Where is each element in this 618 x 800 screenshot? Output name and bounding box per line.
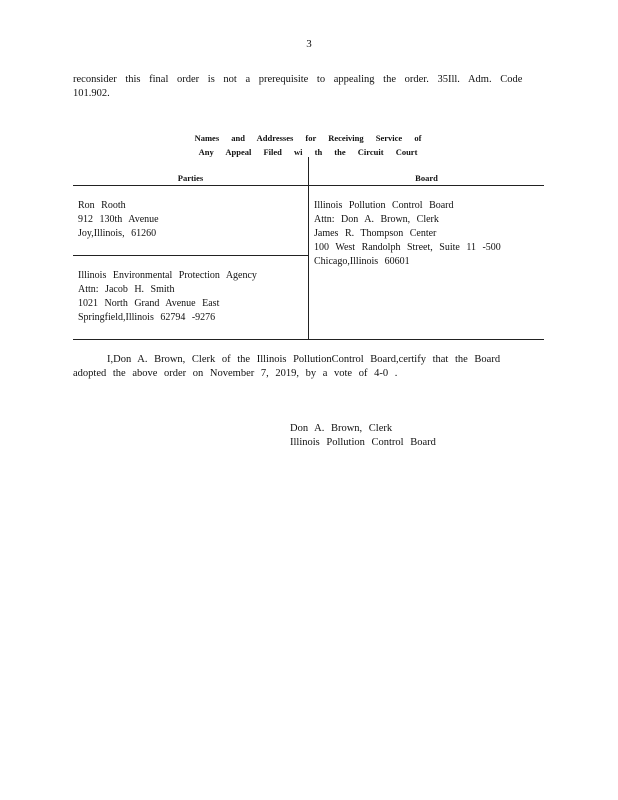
certification-line-2: adopted the above order on November 7, 2019, by a vote of 4-0 . bbox=[73, 368, 398, 379]
address-line: Attn: Don A. Brown, Clerk bbox=[314, 214, 439, 225]
signature-block bbox=[290, 422, 436, 450]
address-line: 100 West Randolph Street, Suite 11 -500 bbox=[314, 242, 501, 253]
intro-paragraph bbox=[73, 73, 543, 101]
address-line: Springfield,Illinois 62794 -9276 bbox=[78, 312, 216, 323]
address-line: Attn: Jacob H. Smith bbox=[78, 284, 175, 295]
certification-line-1 bbox=[73, 353, 543, 367]
address-line: Illinois Environmental Protection Agency bbox=[78, 270, 257, 281]
address-line: 1021 North Grand Avenue East bbox=[78, 298, 220, 309]
address-line: Illinois Pollution Control Board bbox=[314, 200, 454, 211]
board-column-header: Board bbox=[415, 173, 438, 183]
board-address bbox=[314, 199, 501, 269]
certification-line-1-text: I,Don A. Brown, Clerk of the Illinois PollutionControl Board,certify that the Board bbox=[107, 354, 501, 365]
intro-line-2: 101.902. bbox=[73, 88, 110, 99]
service-heading bbox=[73, 131, 543, 159]
service-heading-line-1: Names and Addresses for Receiving Service of bbox=[194, 133, 422, 143]
party-rooth-address bbox=[78, 199, 159, 241]
party-iepa-address bbox=[78, 269, 257, 325]
parties-row-divider bbox=[73, 255, 308, 256]
table-bottom-rule bbox=[73, 339, 544, 340]
intro-line-1: reconsider this final order is not a prerequisite to appealing the order. 35Ill. Adm. Code bbox=[73, 74, 523, 85]
parties-column-header: Parties bbox=[177, 173, 204, 183]
certification-paragraph bbox=[73, 353, 543, 381]
address-line: James R. Thompson Center bbox=[314, 228, 437, 239]
page-number: 3 bbox=[306, 38, 312, 50]
address-line: Chicago,Illinois 60601 bbox=[314, 256, 410, 267]
table-column-divider bbox=[308, 157, 309, 339]
service-heading-line-2: Any Appeal Filed wi th the Circuit Court bbox=[198, 147, 418, 157]
address-line: Joy,Illinois, 61260 bbox=[78, 228, 157, 239]
signature-org: Illinois Pollution Control Board bbox=[290, 437, 436, 448]
signature-name: Don A. Brown, Clerk bbox=[290, 423, 393, 434]
address-line: 912 130th Avenue bbox=[78, 214, 159, 225]
address-line: Ron Rooth bbox=[78, 200, 126, 211]
